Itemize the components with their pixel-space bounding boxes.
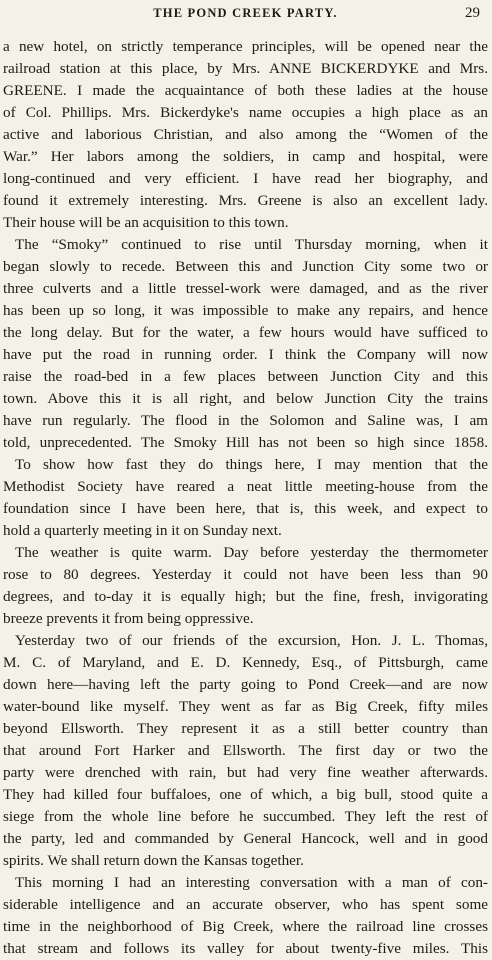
text-line: party were drenched with rain, but had very fine weather afterwards. xyxy=(3,764,488,781)
running-title: THE POND CREEK PARTY. xyxy=(153,6,338,20)
text-line: hold a quarterly meeting in it on Sunday next. xyxy=(3,522,282,539)
text-line: degrees, and to-day it is equally high; but the fine, fresh, invigorating xyxy=(3,588,488,605)
text-line: found it extremely interesting. Mrs. Greene is also an excellent lady. xyxy=(3,192,488,209)
paragraph xyxy=(3,630,488,872)
paragraph xyxy=(3,454,488,542)
text-line: This morning I had an interesting conversation with a man of con- xyxy=(15,874,488,891)
text-line: beyond Ellsworth. They represent it as a still better country than xyxy=(3,720,488,737)
text-line: the long delay. But for the water, a few hours would have sufficed to xyxy=(3,324,488,341)
paragraph xyxy=(3,234,488,454)
text-line: a new hotel, on strictly temperance principles, will be opened near the xyxy=(3,38,488,55)
text-line: of Col. Phillips. Mrs. Bickerdyke's name occupies a high place as an xyxy=(3,104,488,121)
text-line: town. Above this it is all right, and below Junction City the trains xyxy=(3,390,488,407)
text-line: War.” Her labors among the soldiers, in camp and hospital, were xyxy=(3,148,488,165)
paragraph xyxy=(3,542,488,630)
text-line: three culverts and a little tressel-work were damaged, and as the river xyxy=(3,280,488,297)
text-line: began slowly to recede. Between this and Junction City some two or xyxy=(3,258,488,275)
text-line: has been up so long, it was impossible to make any repairs, and hence xyxy=(3,302,488,319)
page-number: 29 xyxy=(465,5,480,21)
text-line: The “Smoky” continued to rise until Thursday morning, when it xyxy=(15,236,488,253)
body-text xyxy=(3,36,488,960)
text-line: raise the road-bed in a few places between Junction City and this xyxy=(3,368,488,385)
text-line: down here—having left the party going to Pond Creek—and are now xyxy=(3,676,488,693)
text-line: GREENE. I made the acquaintance of both these ladies at the house xyxy=(3,82,488,99)
text-line: siderable intelligence and an accurate observer, who has spent some xyxy=(3,896,488,913)
text-line: told, unprecedented. The Smoky Hill has not been so high since 1858. xyxy=(3,434,488,451)
running-head xyxy=(3,6,488,28)
text-line: They had killed four buffaloes, one of which, a big bull, stood quite a xyxy=(3,786,488,803)
text-line: long-continued and very efficient. I have read her biography, and xyxy=(3,170,488,187)
text-line: water-bound like myself. They went as far as Big Creek, fifty miles xyxy=(3,698,488,715)
text-line: active and laborious Christian, and also among the “Women of the xyxy=(3,126,488,143)
text-line: rose to 80 degrees. Yesterday it could not have been less than 90 xyxy=(3,566,488,583)
paragraph xyxy=(3,872,488,960)
text-line: Their house will be an acquisition to this town. xyxy=(3,214,289,231)
text-line: siege from the whole line before he succumbed. They left the rest of xyxy=(3,808,488,825)
text-line: spirits. We shall return down the Kansas together. xyxy=(3,852,304,869)
text-line: M. C. of Maryland, and E. D. Kennedy, Esq., of Pittsburgh, came xyxy=(3,654,488,671)
text-line: that stream and follows its valley for about twenty-five miles. This xyxy=(3,940,488,957)
paragraph xyxy=(3,36,488,234)
text-line: breeze prevents it from being oppressive. xyxy=(3,610,254,627)
text-line: have run regularly. The flood in the Solomon and Saline was, I am xyxy=(3,412,488,429)
text-line: The weather is quite warm. Day before yesterday the thermometer xyxy=(15,544,488,561)
text-line: that around Fort Harker and Ellsworth. The first day or two the xyxy=(3,742,488,759)
text-line: have put the road in running order. I think the Company will now xyxy=(3,346,488,363)
text-line: Yesterday two of our friends of the excursion, Hon. J. L. Thomas, xyxy=(15,632,488,649)
text-line: foundation since I have been here, that is, this week, and expect to xyxy=(3,500,488,517)
text-line: To show how fast they do things here, I may mention that the xyxy=(15,456,488,473)
text-line: time in the neighborhood of Big Creek, where the railroad line crosses xyxy=(3,918,488,935)
text-line: railroad station at this place, by Mrs. ANNE BICKERDYKE and Mrs. xyxy=(3,60,488,77)
text-line: the party, led and commanded by General Hancock, well and in good xyxy=(3,830,488,847)
text-line: Methodist Society have reared a neat little meeting-house from the xyxy=(3,478,488,495)
